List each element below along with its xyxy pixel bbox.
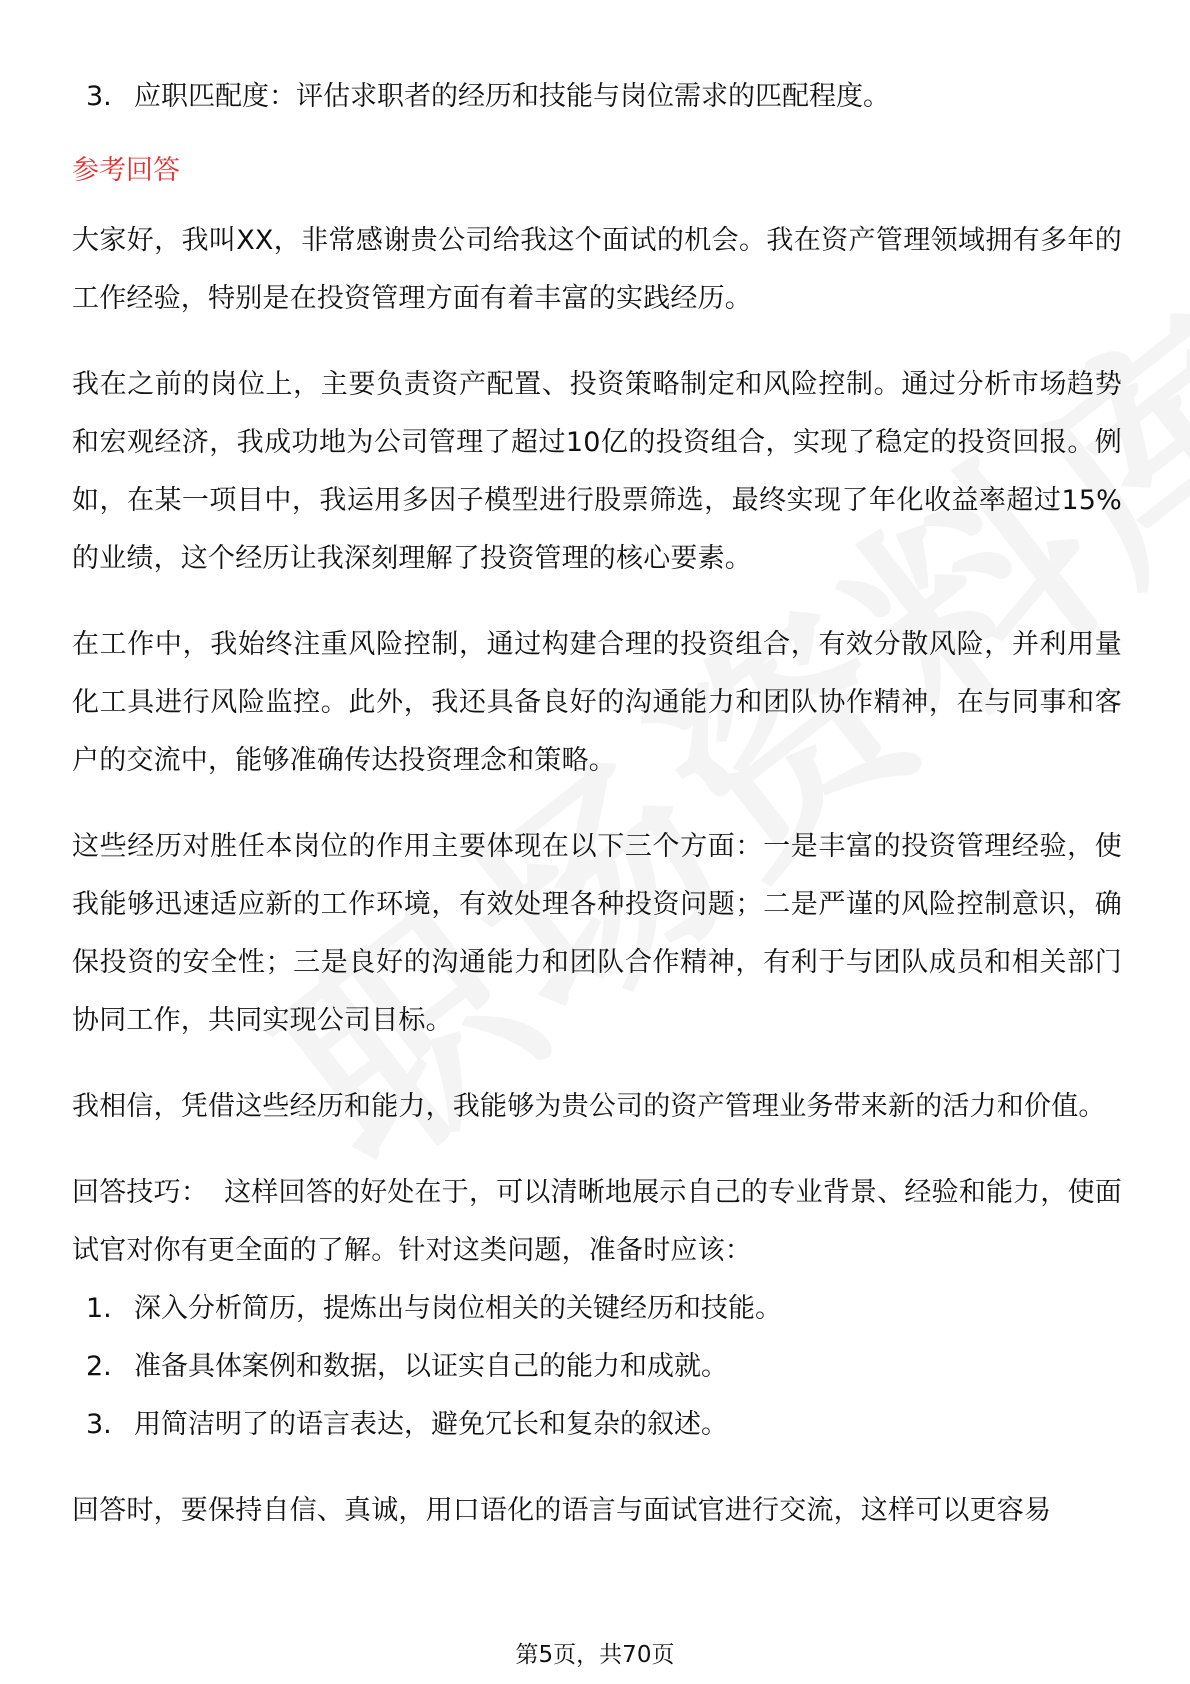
paragraph: 我相信，凭借这些经历和能力，我能够为贵公司的资产管理业务带来新的活力和价值。 (72, 1091, 1106, 1122)
tips-paragraph (72, 1164, 1122, 1280)
section-heading: 参考回答 (72, 155, 180, 186)
paragraph: 我在之前的岗位上，主要负责资产配置、投资策略制定和风险控制。通过分析市场趋势和宏观经济，我成功地为公司管理了超过10亿的投资组合，实现了稳定的投资回报。例如，在某一项目中，我运用多因子模型进行股票筛选，最终实现了年化收益率超过15%的业绩，这个经历让我深刻理解了投资管理的核心要素。 (72, 369, 1122, 574)
list-item-text: 应职匹配度：评估求职者的经历和技能与岗位需求的匹配程度。 (134, 81, 890, 112)
tips-list (72, 1280, 1122, 1454)
list-item-number: 3. (86, 1409, 112, 1440)
tips-text: 这样回答的好处在于，可以清晰地展示自己的专业背景、经验和能力，使面试官对你有更全面的了解。针对这类问题，准备时应该： (72, 1177, 1122, 1266)
list-item-text: 用简洁明了的语言表达，避免冗长和复杂的叙述。 (134, 1409, 728, 1440)
list-item (72, 1396, 1122, 1454)
page-footer: 第5页，共70页 (515, 1642, 675, 1668)
page-content (72, 68, 1122, 1540)
list-item (72, 68, 1122, 126)
paragraph: 这些经历对胜任本岗位的作用主要体现在以下三个方面：一是丰富的投资管理经验，使我能够迅速适应新的工作环境，有效处理各种投资问题；二是严谨的风险控制意识，确保投资的安全性；三是良好的沟通能力和团队合作精神，有利于与团队成员和相关部门协同工作，共同实现公司目标。 (72, 831, 1122, 1036)
list-item-text: 准备具体案例和数据，以证实自己的能力和成就。 (134, 1351, 728, 1382)
list-item-text: 深入分析简历，提炼出与岗位相关的关键经历和技能。 (134, 1293, 782, 1324)
closing-paragraph: 回答时，要保持自信、真诚，用口语化的语言与面试官进行交流，这样可以更容易 (72, 1495, 1052, 1526)
list-item-number: 3. (86, 81, 112, 112)
tips-label: 回答技巧： (72, 1177, 209, 1208)
list-item-number: 2. (86, 1351, 112, 1382)
list-item (72, 1280, 1122, 1338)
list-item-number: 1. (86, 1293, 112, 1324)
list-item (72, 1338, 1122, 1396)
criteria-list (72, 68, 1122, 126)
paragraph: 在工作中，我始终注重风险控制，通过构建合理的投资组合，有效分散风险，并利用量化工具进行风险监控。此外，我还具备良好的沟通能力和团队协作精神，在与同事和客户的交流中，能够准确传达投资理念和策略。 (72, 629, 1122, 776)
paragraph: 大家好，我叫XX，非常感谢贵公司给我这个面试的机会。我在资产管理领域拥有多年的工作经验，特别是在投资管理方面有着丰富的实践经历。 (72, 225, 1122, 314)
